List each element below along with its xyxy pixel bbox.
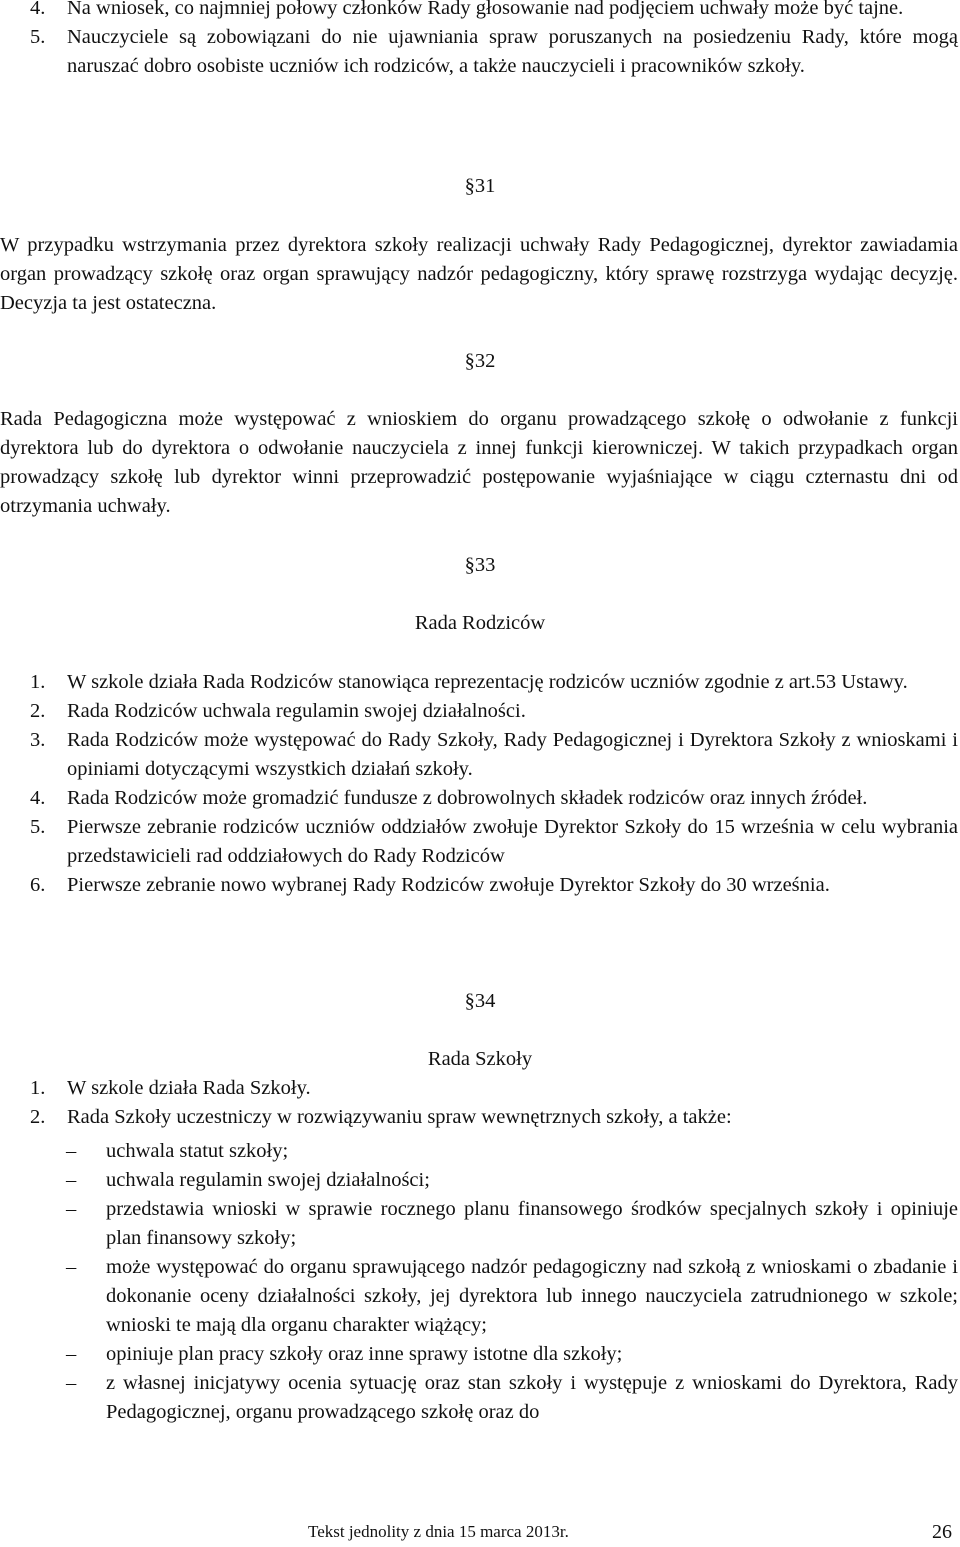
list-item: [0, 23, 958, 81]
rada-szkoly-list: [0, 1074, 958, 1132]
list-item-number: 2.: [30, 1106, 46, 1128]
rada-rodzicow-list: [0, 668, 958, 900]
list-item-number: 2.: [30, 700, 46, 722]
page-number: 26: [932, 1521, 952, 1543]
dash-bullet: –: [66, 1140, 77, 1162]
section-title-rada-rodzicow: Rada Rodziców: [414, 612, 546, 634]
dash-list-item: [0, 1137, 958, 1166]
dash-list-item-text: z własnej inicjatywy ocenia sytuację oraz stan szkoły i występuje z wnioskami do Dyrektora, Rady Pedagogicznej, organu prowadzącego szkołę oraz do: [106, 1372, 958, 1423]
dash-bullet: –: [66, 1343, 77, 1365]
section-title-rada-szkoly: Rada Szkoły: [427, 1048, 533, 1070]
dash-list-item-text: opiniuje plan pracy szkoły oraz inne sprawy istotne dla szkoły;: [106, 1343, 623, 1365]
list-top: [0, 0, 958, 81]
dash-bullet: –: [66, 1169, 77, 1191]
dash-bullet: –: [66, 1256, 77, 1278]
list-item-number: 4.: [30, 787, 46, 809]
list-item-number: 5.: [30, 26, 46, 48]
section-heading-33: §33: [464, 554, 496, 576]
section-31-paragraph: W przypadku wstrzymania przez dyrektora szkoły realizacji uchwały Rady Pedagogicznej, dyrektor zawiadamia organ prowadzący szkołę oraz organ sprawujący nadzór pedagogiczny, który sprawę rozstrzyga wydając decyzję. Decyzja ta jest ostateczna.: [0, 234, 958, 314]
list-item-number: 1.: [30, 1077, 46, 1099]
list-item-number: 1.: [30, 671, 46, 693]
list-item-text: Nauczyciele są zobowiązani do nie ujawniania spraw poruszanych na posiedzeniu Rady, które mogą naruszać dobro osobiste uczniów ich rodziców, a także nauczycieli i pracowników szkoły.: [67, 26, 958, 77]
list-item-text: Pierwsze zebranie nowo wybranej Rady Rodziców zwołuje Dyrektor Szkoły do 30 września.: [67, 874, 830, 896]
list-item-text: Pierwsze zebranie rodziców uczniów oddziałów zwołuje Dyrektor Szkoły do 15 września w celu wybrania przedstawicieli rad oddziałowych do Rady Rodziców: [67, 816, 958, 867]
dash-list-item-text: może występować do organu sprawującego nadzór pedagogiczny nad szkołą z wnioskami o zbadanie i dokonanie oceny działalności szkoły, jej dyrektora lub innego nauczyciela zatrudnionego w szkole; wnioski te mają dla organu charakter wiążący;: [106, 1256, 958, 1336]
list-item-number: 3.: [30, 729, 46, 751]
list-item-text: Rada Rodziców uchwala regulamin swojej działalności.: [67, 700, 526, 722]
list-item: [0, 726, 958, 784]
footer-text: Tekst jednolity z dnia 15 marca 2013r.: [308, 1522, 569, 1541]
list-item: [0, 697, 958, 726]
list-item: [0, 1074, 958, 1103]
section-heading-31: §31: [464, 175, 496, 197]
list-item-text: Rada Rodziców może gromadzić fundusze z dobrowolnych składek rodziców oraz innych źródeł.: [67, 787, 868, 809]
dash-list-item: [0, 1253, 958, 1340]
rada-szkoly-dash-list: [0, 1137, 958, 1427]
dash-list-item-text: uchwala regulamin swojej działalności;: [106, 1169, 430, 1191]
list-item-number: 6.: [30, 874, 46, 896]
list-item: [0, 871, 958, 900]
section-32-paragraph: Rada Pedagogiczna może występować z wnioskiem do organu prowadzącego szkołę o odwołanie z funkcji dyrektora lub do dyrektora o odwołanie nauczyciela z innej funkcji kierowniczej. W takich przypadkach organ prowadzący szkołę lub dyrektor winni przeprowadzić postępowanie wyjaśniające w ciągu czternastu dni od otrzymania uchwały.: [0, 408, 958, 517]
list-item-number: 5.: [30, 816, 46, 838]
list-item-text: Rada Szkoły uczestniczy w rozwiązywaniu spraw wewnętrznych szkoły, a także:: [67, 1106, 732, 1128]
list-item-text: W szkole działa Rada Rodziców stanowiąca reprezentację rodziców uczniów zgodnie z art.53 Ustawy.: [67, 671, 908, 693]
dash-list-item-text: przedstawia wnioski w sprawie rocznego planu finansowego środków specjalnych szkoły i opiniuje plan finansowy szkoły;: [106, 1198, 958, 1249]
section-heading-32: §32: [464, 350, 496, 372]
dash-list-item-text: uchwala statut szkoły;: [106, 1140, 289, 1162]
section-heading-34: §34: [464, 990, 496, 1012]
dash-list-item: [0, 1195, 958, 1253]
dash-bullet: –: [66, 1372, 77, 1394]
list-item-text: W szkole działa Rada Szkoły.: [67, 1077, 311, 1099]
list-item-text: Rada Rodziców może występować do Rady Szkoły, Rady Pedagogicznej i Dyrektora Szkoły z wnioskami i opiniami dotyczącymi wszystkich działań szkoły.: [67, 729, 958, 780]
list-item: [0, 1103, 958, 1132]
list-item: [0, 784, 958, 813]
list-item: [0, 813, 958, 871]
dash-list-item: [0, 1340, 958, 1369]
list-item: [0, 668, 958, 697]
list-item: [0, 0, 958, 23]
dash-list-item: [0, 1369, 958, 1427]
dash-list-item: [0, 1166, 958, 1195]
dash-bullet: –: [66, 1198, 77, 1220]
list-item-text: Na wniosek, co najmniej połowy członków Rady głosowanie nad podjęciem uchwały może być tajne.: [67, 0, 904, 19]
list-item-number: 4.: [30, 0, 46, 19]
